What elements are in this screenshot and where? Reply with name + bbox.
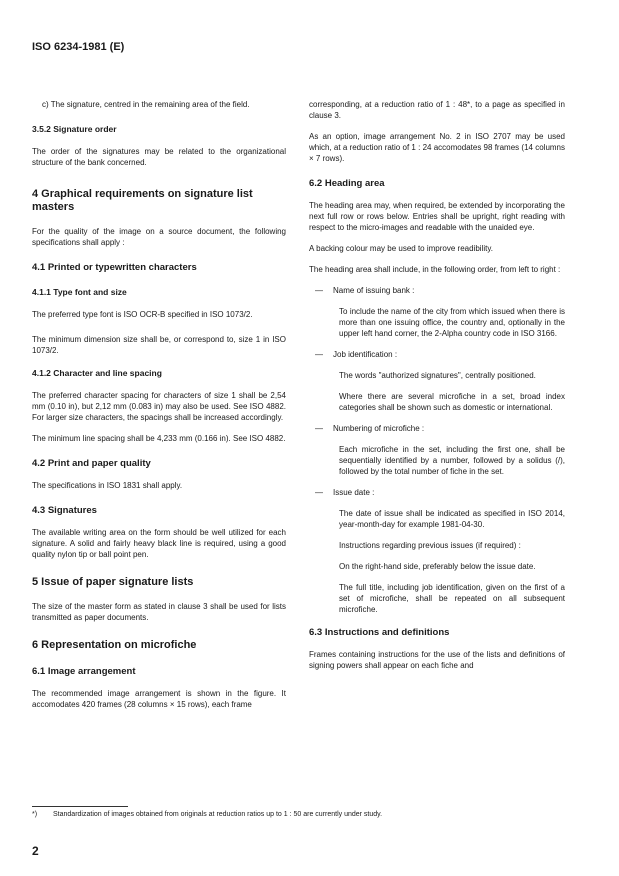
para-4-1-1-a: The preferred type font is ISO OCR-B specified in ISO 1073/2. [32, 310, 253, 319]
para-4: For the quality of the image on a source document, the following specifications shall apply : [32, 227, 286, 247]
heading-6: 6 Representation on microfiche [32, 639, 197, 651]
list-item-text: The date of issue shall be indicated as specified in ISO 2014, year-month-day for example 1981-04-30. [339, 509, 565, 529]
footnote [32, 811, 382, 818]
heading-4-2: 4.2 Print and paper quality [32, 458, 151, 469]
dash-mark: — [315, 488, 323, 497]
dash-mark: — [315, 350, 323, 359]
list-item-job-id [309, 349, 565, 360]
heading-4: 4 Graphical requirements on signature list masters [32, 188, 253, 213]
list-item-label: Job identification : [333, 350, 398, 359]
para-6-2-b: A backing colour may be used to improve readibility. [309, 244, 493, 253]
para-6-2-a: The heading area may, when required, be extended by incorporating the next full row or rows below. Entries shall be upright, right reading with respect to the micro-images and readable with the unaided eye. [309, 201, 565, 232]
right-column [309, 99, 565, 681]
list-item-issuing-bank [309, 285, 565, 296]
document-header: ISO 6234-1981 (E) [32, 41, 125, 53]
heading-3-5-2: 3.5.2 Signature order [32, 124, 117, 134]
list-item-numbering [309, 423, 565, 434]
heading-4-3: 4.3 Signatures [32, 505, 97, 516]
dash-mark: — [315, 286, 323, 295]
list-item-text: The words "authorized signatures", centrally positioned. [339, 371, 536, 380]
item-c: c) The signature, centred in the remaining area of the field. [42, 100, 250, 109]
heading-4-1: 4.1 Printed or typewritten characters [32, 262, 197, 273]
heading-6-2: 6.2 Heading area [309, 178, 385, 189]
para-5: The size of the master form as stated in clause 3 shall be used for lists transmitted as paper documents. [32, 602, 286, 622]
heading-6-1: 6.1 Image arrangement [32, 666, 136, 677]
list-item-label: Issue date : [333, 488, 375, 497]
page-number: 2 [32, 844, 39, 858]
para-6-1-cont: corresponding, at a reduction ratio of 1 : 48*, to a page as specified in clause 3. [309, 100, 565, 120]
para-4-1-1-b: The minimum dimension size shall be, or correspond to, size 1 in ISO 1073/2. [32, 335, 286, 355]
heading-4-1-2: 4.1.2 Character and line spacing [32, 368, 162, 378]
footnote-rule [32, 806, 128, 807]
list-item-label: Name of issuing bank : [333, 286, 415, 295]
heading-5: 5 Issue of paper signature lists [32, 576, 194, 588]
dash-mark: — [315, 424, 323, 433]
instructions-previous: Instructions regarding previous issues (if required) : [339, 541, 521, 550]
list-item-text: Where there are several microfiche in a set, broad index categories shall be shown such as domestic or international. [339, 392, 565, 412]
para-full-title: The full title, including job identification, given on the first of a set of microfiche, shall be repeated on all subsequent microfiche. [339, 583, 565, 614]
para-6-1: The recommended image arrangement is shown in the figure. It accomodates 420 frames (28 columns × 15 rows), each frame [32, 689, 286, 709]
para-4-1-2-b: The minimum line spacing shall be 4,233 mm (0.166 in). See ISO 4882. [32, 434, 286, 443]
para-6-2-c: The heading area shall include, in the following order, from left to right : [309, 265, 561, 274]
para-option: As an option, image arrangement No. 2 in ISO 2707 may be used which, at a reduction ratio of 1 : 24 accomodates 98 frames (14 columns × 7 rows). [309, 132, 565, 163]
footnote-text: Standardization of images obtained from originals at reduction ratios up to 1 : 50 are currently under study. [53, 811, 383, 818]
footnote-mark: *) [32, 811, 38, 818]
para-6-3: Frames containing instructions for the use of the lists and definitions of signing powers shall appear on each fiche and [309, 650, 565, 670]
heading-6-3: 6.3 Instructions and definitions [309, 627, 450, 638]
list-item-text: To include the name of the city from which issued when there is more than one issuing office, the country and, optionally in the upper left hand corner, the 2-Alpha country code in ISO 3166. [339, 307, 565, 338]
left-column [32, 99, 286, 720]
list-item-issue-date [309, 487, 565, 498]
list-item-label: Numbering of microfiche : [333, 424, 425, 433]
para-4-3: The available writing area on the form should be well utilized for each signature. A solid and fairly heavy black line is required, using a good quality nylon tip or ball point pen. [32, 528, 286, 559]
list-item-text: Each microfiche in the set, including the first one, shall be sequentially identified by a number, followed by a solidus (/), followed by the total number of fiche in the set. [339, 445, 565, 476]
heading-4-1-1: 4.1.1 Type font and size [32, 287, 127, 297]
para-3-5-2: The order of the signatures may be related to the organizational structure of the bank concerned. [32, 147, 286, 167]
para-4-1-2-a: The preferred character spacing for characters of size 1 shall be 2,54 mm (0.10 in), but 2,12 mm (0.083 in) may also be used. See ISO 4882. For larger size characters, the spacings shall be increased accordingly. [32, 391, 286, 422]
para-4-2: The specifications in ISO 1831 shall apply. [32, 481, 183, 490]
para-right-hand: On the right-hand side, preferably below the issue date. [339, 562, 536, 571]
